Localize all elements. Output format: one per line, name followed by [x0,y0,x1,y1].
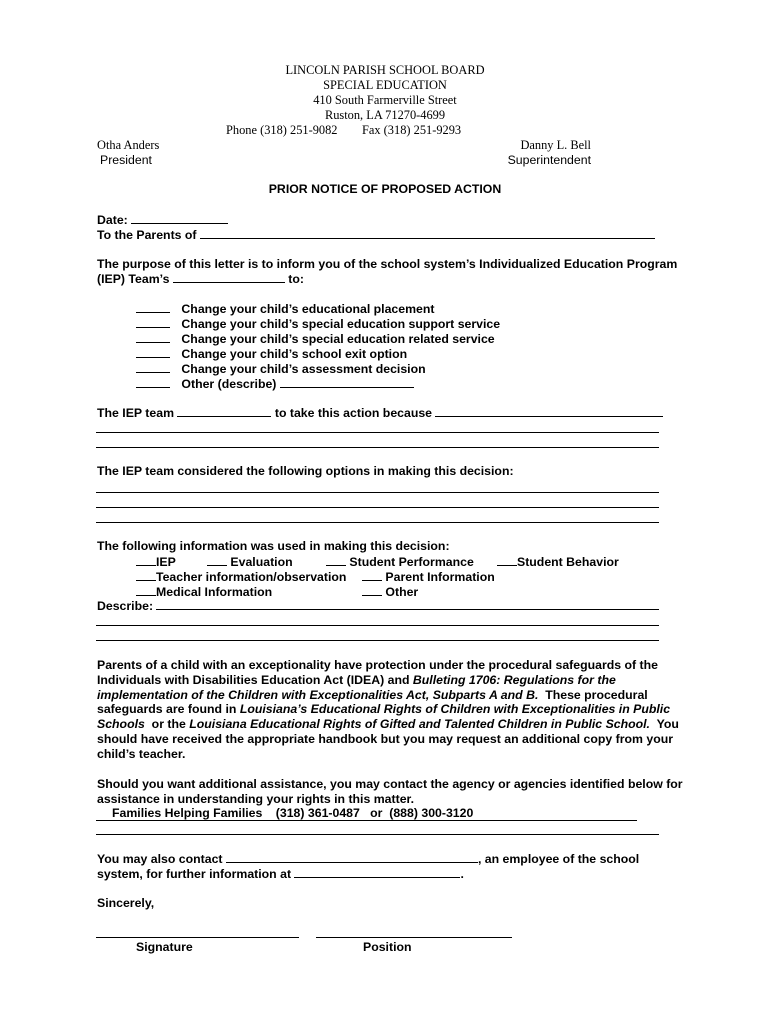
bulletin-title: implementation of the Children with Exceptionalities Act, Subparts A and B. [97,688,539,702]
contact-label: system, for further information at [97,867,292,881]
safeguards-line-4 [97,702,670,716]
reason-line[interactable] [96,447,659,448]
letterhead-org: LINCOLN PARISH SCHOOL BOARD [285,63,485,77]
parents-field[interactable] [200,227,655,239]
safeguards-text: Individuals with Disabilities Education Act (IDEA) and [97,673,413,687]
info-item [136,554,176,569]
option-checkbox[interactable] [136,361,170,373]
describe-field[interactable] [156,598,659,610]
safeguards-line-2 [97,673,616,687]
option-label: Change your child’s special education support service [181,317,501,331]
president-title: President [100,153,152,167]
describe-row [97,598,659,613]
option-checkbox[interactable] [136,376,170,388]
option-item [136,376,414,391]
purpose-team-label: (IEP) Team’s [97,272,170,286]
option-checkbox[interactable] [136,301,170,313]
bulletin-title: Bulleting 1706: Regulations for the [412,673,616,687]
info-label: Student Behavior [517,555,619,569]
other-describe-field[interactable] [280,376,414,388]
considered-heading: The IEP team considered the following options in making this decision: [97,464,514,478]
considered-line[interactable] [96,522,659,523]
contact-label: . [460,867,464,881]
contact-label: You may also contact [97,852,223,866]
agency-line[interactable] [96,820,637,821]
handbook-title: Louisiana Educational Rights of Gifted and Talented Children in Public School. [189,717,650,731]
letterhead-fax: Fax (318) 251-9293 [362,123,462,137]
info-item [326,554,474,569]
info-checkbox[interactable] [362,569,382,581]
letterhead-phone: Phone (318) 251-9082 [226,123,338,137]
agency-entry [112,806,473,820]
letterhead-dept: SPECIAL EDUCATION [323,78,447,92]
info-label: IEP [156,555,176,569]
describe-label: Describe: [97,599,154,613]
info-checkbox[interactable] [497,554,517,566]
safeguards-line-5 [97,717,679,731]
contact-line-1 [97,851,639,866]
option-label: Change your child’s assessment decision [181,362,426,376]
signature-line[interactable] [96,937,299,938]
parents-row [97,227,655,242]
signature-label: Signature [136,940,193,954]
info-checkbox[interactable] [326,554,346,566]
safeguards-line-7: child’s teacher. [97,747,186,761]
info-item [497,554,619,569]
reason-line[interactable] [96,432,659,433]
info-label: Medical Information [156,585,273,599]
position-label: Position [363,940,412,954]
info-label: Parent Information [385,570,495,584]
letterhead-city: Ruston, LA 71270-4699 [324,108,446,122]
contact-label: , an employee of the school [477,852,640,866]
action-team-label: The IEP team [97,406,174,420]
safeguards-text: or the [144,717,190,731]
info-label: Other [385,585,419,599]
option-checkbox[interactable] [136,316,170,328]
parents-label: To the Parents of [97,228,197,242]
superintendent-title: Superintendent [507,153,591,167]
contact-info-field[interactable] [294,866,460,878]
purpose-to-label: to: [288,272,304,286]
because-field[interactable] [435,405,663,417]
option-item [136,301,434,316]
safeguards-text: These procedural [538,688,648,702]
info-checkbox[interactable] [136,584,156,596]
safeguards-line-3 [97,688,648,702]
action-field[interactable] [177,405,271,417]
option-checkbox[interactable] [136,331,170,343]
safeguards-line-6: should have received the appropriate handbook but you may request an additional copy from your [97,732,674,746]
info-checkbox[interactable] [136,554,156,566]
info-checkbox[interactable] [207,554,227,566]
document-title: PRIOR NOTICE OF PROPOSED ACTION [268,182,502,196]
describe-line[interactable] [96,625,659,626]
info-label: Teacher information/observation [156,570,347,584]
purpose-line-1: The purpose of this letter is to inform you of the school system’s Individualized Education Program [97,257,678,271]
safeguards-text: You [649,717,679,731]
handbook-title: Louisiana’s Educational Rights of Children with Exceptionalities in Public [239,702,671,716]
closing: Sincerely, [97,896,155,910]
info-item [207,554,293,569]
assistance-line-1: Should you want additional assistance, you may contact the agency or agencies identified below for [97,777,683,791]
date-row [97,212,228,227]
handbook-title: Schools [97,717,145,731]
info-label: Evaluation [230,555,293,569]
option-label: Change your child’s school exit option [181,347,408,361]
info-item [362,584,418,599]
purpose-line-2 [97,271,304,286]
option-item [136,346,407,361]
info-checkbox[interactable] [362,584,382,596]
option-item [136,361,426,376]
safeguards-text: safeguards are found in [97,702,240,716]
safeguards-line-1: Parents of a child with an exceptionality have protection under the procedural safeguards of the [97,658,658,672]
option-item [136,316,500,331]
contact-line-2 [97,866,464,881]
info-item [136,584,272,599]
team-action-field[interactable] [173,271,285,283]
agency-line[interactable] [96,834,659,835]
contact-name-field[interactable] [226,851,478,863]
info-checkbox[interactable] [136,569,156,581]
agency-phones: (318) 361-0487 or (888) 300-3120 [275,806,474,820]
info-heading: The following information was used in making this decision: [97,539,450,553]
president-name: Otha Anders [97,138,160,152]
assistance-line-2: assistance in understanding your rights in this matter. [97,792,415,806]
info-item [362,569,495,584]
info-item [136,569,346,584]
action-row [97,405,663,420]
considered-line[interactable] [96,507,659,508]
considered-line[interactable] [96,492,659,493]
describe-line[interactable] [96,640,659,641]
option-label: Change your child’s special education related service [181,332,495,346]
date-label: Date: [97,213,128,227]
option-checkbox[interactable] [136,346,170,358]
info-label: Student Performance [349,555,474,569]
option-label: Other (describe) [181,377,277,391]
agency-name: Families Helping Families [112,806,263,820]
superintendent-name: Danny L. Bell [520,138,591,152]
letterhead-street: 410 South Farmerville Street [313,93,457,107]
date-field[interactable] [131,212,228,224]
option-label: Change your child’s educational placement [181,302,435,316]
position-line[interactable] [316,937,512,938]
action-because-label: to take this action because [274,406,433,420]
option-item [136,331,495,346]
